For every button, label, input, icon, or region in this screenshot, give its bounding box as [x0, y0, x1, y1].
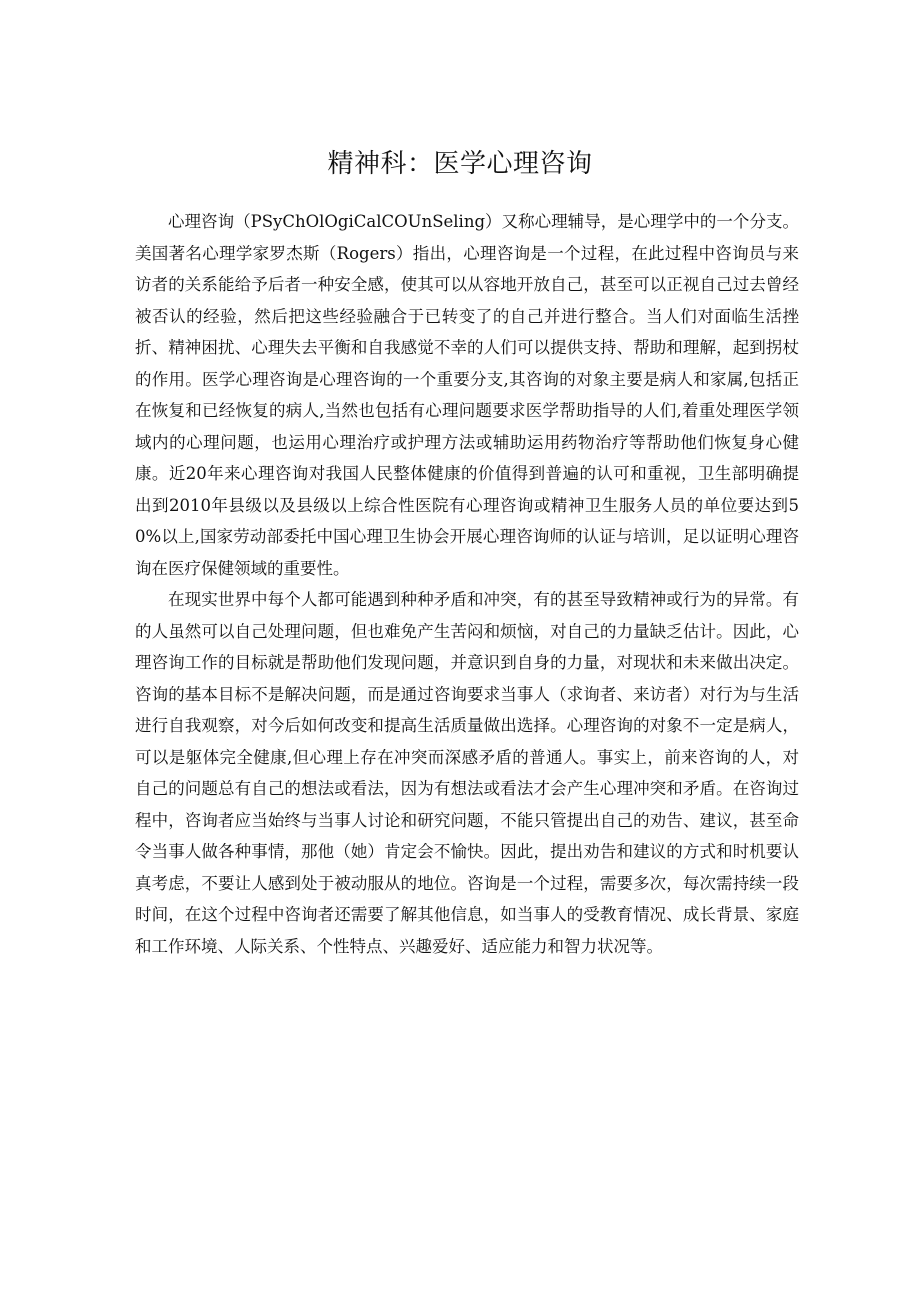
paragraph-2: 在现实世界中每个人都可能遇到种种矛盾和冲突，有的甚至导致精神或行为的异常。有的人虽然可以自己处理问题，但也难免产生苦闷和烦恼，对自己的力量缺乏估计。因此，心理咨询工作的目标就是帮助他们发现问题，并意识到自身的力量，对现状和未来做出决定。咨询的基本目标不是解决问题，而是通过咨询要求当事人（求询者、来访者）对行为与生活进行自我观察，对今后如何改变和提高生活质量做出选择。心理咨询的对象不一定是病人，可以是躯体完全健康,但心理上存在冲突而深感矛盾的普通人。事实上，前来咨询的人，对自己的问题总有自己的想法或看法，因为有想法或看法才会产生心理冲突和矛盾。在咨询过程中，咨询者应当始终与当事人讨论和研究问题，不能只管提出自己的劝告、建议，甚至命令当事人做各种事情，那他（她）肯定会不愉快。因此，提出劝告和建议的方式和时机要认真考虑，不要让人感到处于被动服从的地位。咨询是一个过程，需要多次，每次需持续一段时间，在这个过程中咨询者还需要了解其他信息，如当事人的受教育情况、成长背景、家庭和工作环境、人际关系、个性特点、兴趣爱好、适应能力和智力状况等。 [135, 590, 799, 956]
paragraph-1: 心理咨询（PSyChOlOgiCalCOUnSeling）又称心理辅导，是心理学中的一个分支。美国著名心理学家罗杰斯（Rogers）指出，心理咨询是一个过程，在此过程中咨询员与来访者的关系能给予后者一种安全感，使其可以从容地开放自己，甚至可以正视自己过去曾经被否认的经验，然后把这些经验融合于已转变了的自己并进行整合。当人们对面临生活挫折、精神困扰、心理失去平衡和自我感觉不幸的人们可以提供支持、帮助和理解，起到拐杖的作用。医学心理咨询是心理咨询的一个重要分支,其咨询的对象主要是病人和家属,包括正在恢复和已经恢复的病人,当然也包括有心理问题要求医学帮助指导的人们,着重处理医学领域内的心理问题，也运用心理治疗或护理方法或辅助运用药物治疗等帮助他们恢复身心健康。近20年来心理咨询对我国人民整体健康的价值得到普遍的认可和重视，卫生部明确提出到2010年县级以及县级以上综合性医院有心理咨询或精神卫生服务人员的单位要达到50%以上,国家劳动部委托中国心理卫生协会开展心理咨询师的认证与培训，足以证明心理咨询在医疗保健领域的重要性。 [135, 212, 799, 578]
document-body [135, 206, 799, 962]
document-title: 精神科：医学心理咨询 [327, 149, 593, 179]
